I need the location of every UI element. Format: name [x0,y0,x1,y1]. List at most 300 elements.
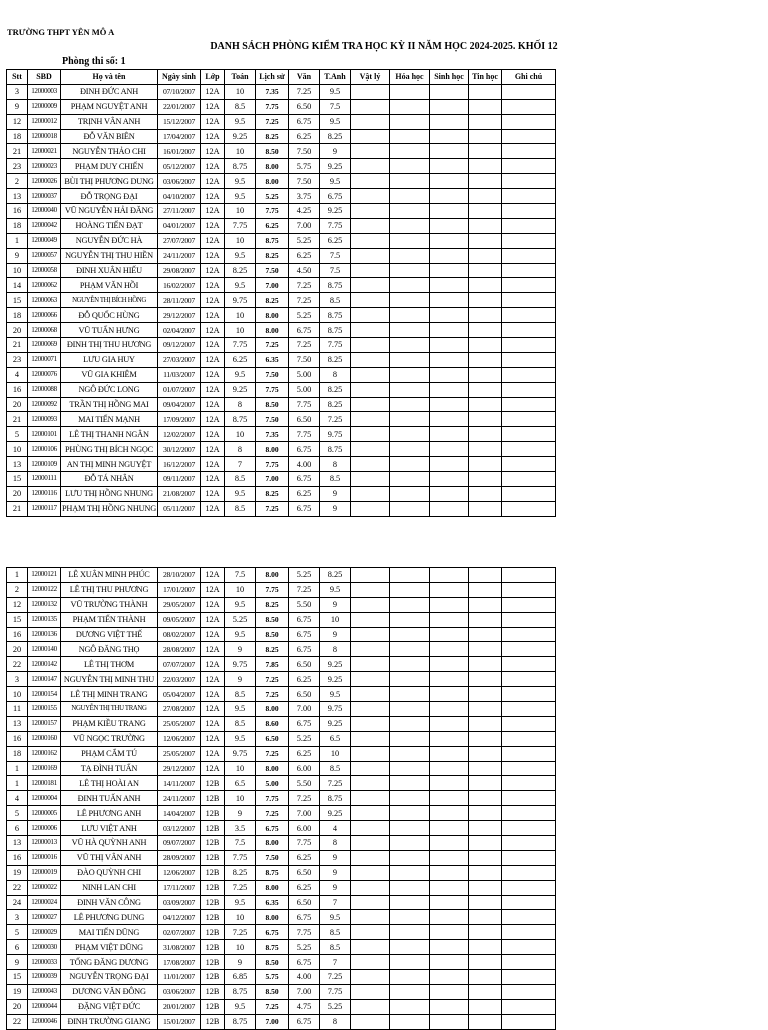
table-row [7,278,556,293]
cell-english: 6.25 [320,233,351,248]
cell-stt: 4 [7,791,28,806]
cell-name: BÙI THỊ PHƯƠNG DUNG [61,174,158,189]
cell-class: 12A [201,308,225,323]
table-row [7,761,556,776]
cell-dob: 03/09/2007 [158,895,201,910]
cell-english: 8.5 [320,472,351,487]
cell-biology [430,955,469,970]
cell-chemistry [390,597,430,612]
cell-class: 12B [201,776,225,791]
cell-class: 12A [201,84,225,99]
cell-class: 12A [201,144,225,159]
cell-stt: 15 [7,293,28,308]
cell-informatics [469,323,502,338]
cell-notes [502,457,556,472]
cell-class: 12A [201,627,225,642]
cell-informatics [469,144,502,159]
cell-history: 7.75 [256,791,289,806]
cell-notes [502,486,556,501]
cell-class: 12B [201,999,225,1014]
cell-sbd: 12000140 [28,642,61,657]
cell-literature: 6.75 [289,642,320,657]
cell-name: NGÔ ĐĂNG THỌ [61,642,158,657]
cell-english: 8.75 [320,278,351,293]
cell-biology [430,687,469,702]
cell-informatics [469,204,502,219]
cell-history: 5.25 [256,189,289,204]
cell-math: 8.25 [225,865,256,880]
cell-math: 9.5 [225,248,256,263]
cell-english: 9 [320,850,351,865]
cell-stt: 16 [7,204,28,219]
cell-class: 12A [201,582,225,597]
cell-biology [430,582,469,597]
cell-history: 7.50 [256,263,289,278]
cell-dob: 17/11/2007 [158,880,201,895]
exam-list-table-2 [6,567,556,1030]
cell-informatics [469,642,502,657]
cell-sbd: 12000111 [28,472,61,487]
cell-literature: 4.00 [289,457,320,472]
table-row [7,895,556,910]
cell-biology [430,248,469,263]
cell-english: 7 [320,895,351,910]
cell-name: TRẦN THỊ HỒNG MAI [61,397,158,412]
cell-chemistry [390,263,430,278]
cell-biology [430,174,469,189]
cell-physics [351,412,390,427]
cell-class: 12A [201,293,225,308]
cell-class: 12A [201,427,225,442]
cell-physics [351,367,390,382]
cell-math: 9.5 [225,999,256,1014]
cell-english: 9 [320,880,351,895]
cell-chemistry [390,806,430,821]
cell-class: 12B [201,850,225,865]
cell-dob: 27/11/2007 [158,204,201,219]
cell-physics [351,99,390,114]
col-header-sbd: SBD [28,70,61,85]
cell-history: 7.00 [256,472,289,487]
cell-sbd: 12000019 [28,865,61,880]
cell-english: 9.25 [320,716,351,731]
cell-literature: 6.75 [289,501,320,516]
cell-notes [502,746,556,761]
cell-english: 9.75 [320,702,351,717]
cell-literature: 6.75 [289,612,320,627]
cell-stt: 20 [7,486,28,501]
cell-literature: 7.25 [289,293,320,308]
cell-notes [502,687,556,702]
cell-notes [502,472,556,487]
cell-informatics [469,233,502,248]
cell-class: 12B [201,940,225,955]
cell-stt: 18 [7,129,28,144]
cell-english: 8.5 [320,293,351,308]
cell-name: PHÙNG THỊ BÍCH NGỌC [61,442,158,457]
cell-dob: 03/06/2007 [158,174,201,189]
cell-chemistry [390,114,430,129]
cell-math: 7.25 [225,925,256,940]
cell-biology [430,159,469,174]
cell-class: 12A [201,114,225,129]
cell-dob: 21/08/2007 [158,486,201,501]
col-header-stt: Stt [7,70,28,85]
cell-chemistry [390,174,430,189]
cell-math: 9.5 [225,278,256,293]
cell-literature: 4.00 [289,970,320,985]
cell-notes [502,642,556,657]
cell-stt: 1 [7,233,28,248]
cell-sbd: 12000121 [28,568,61,583]
cell-class: 12A [201,457,225,472]
cell-notes [502,925,556,940]
cell-stt: 5 [7,925,28,940]
cell-dob: 15/12/2007 [158,114,201,129]
cell-biology [430,129,469,144]
cell-literature: 5.25 [289,233,320,248]
school-name: TRƯỜNG THPT YÊN MÔ A [7,27,115,37]
cell-physics [351,129,390,144]
cell-literature: 5.75 [289,159,320,174]
cell-math: 7 [225,457,256,472]
cell-english: 9 [320,865,351,880]
document-title: DANH SÁCH PHÒNG KIỂM TRA HỌC KỲ II NĂM HỌC 2024-2025. KHỐI 12 [210,41,558,52]
cell-literature: 7.50 [289,144,320,159]
cell-biology [430,940,469,955]
cell-physics [351,702,390,717]
cell-notes [502,597,556,612]
cell-biology [430,352,469,367]
cell-informatics [469,338,502,353]
table-row [7,248,556,263]
cell-sbd: 12000162 [28,746,61,761]
cell-biology [430,657,469,672]
cell-dob: 28/09/2007 [158,850,201,865]
cell-sbd: 12000066 [28,308,61,323]
cell-history: 7.25 [256,746,289,761]
cell-biology [430,278,469,293]
cell-english: 10 [320,746,351,761]
cell-dob: 11/03/2007 [158,367,201,382]
cell-name: HOÀNG TIẾN ĐẠT [61,218,158,233]
cell-english: 9.5 [320,114,351,129]
cell-math: 8.5 [225,472,256,487]
cell-notes [502,910,556,925]
exam-list-table-1 [6,69,556,517]
cell-sbd: 12000076 [28,367,61,382]
cell-physics [351,895,390,910]
cell-english: 9.25 [320,159,351,174]
cell-english: 8.75 [320,791,351,806]
cell-class: 12B [201,880,225,895]
cell-informatics [469,687,502,702]
cell-history: 8.00 [256,308,289,323]
cell-biology [430,716,469,731]
table-row [7,189,556,204]
cell-class: 12A [201,129,225,144]
cell-stt: 16 [7,382,28,397]
cell-literature: 5.25 [289,731,320,746]
cell-name: PHẠM VIỆT DŨNG [61,940,158,955]
cell-class: 12B [201,865,225,880]
cell-informatics [469,1014,502,1029]
cell-dob: 24/11/2007 [158,791,201,806]
cell-chemistry [390,159,430,174]
cell-history: 7.75 [256,99,289,114]
cell-math: 9.5 [225,189,256,204]
cell-chemistry [390,612,430,627]
cell-english: 6.5 [320,731,351,746]
cell-notes [502,129,556,144]
cell-informatics [469,486,502,501]
cell-biology [430,836,469,851]
cell-informatics [469,761,502,776]
cell-informatics [469,382,502,397]
cell-literature: 6.50 [289,687,320,702]
cell-dob: 07/10/2007 [158,84,201,99]
cell-name: VŨ THỊ VÂN ANH [61,850,158,865]
cell-biology [430,627,469,642]
cell-literature: 5.00 [289,367,320,382]
cell-dob: 02/07/2007 [158,925,201,940]
cell-notes [502,218,556,233]
cell-literature: 6.25 [289,248,320,263]
cell-chemistry [390,716,430,731]
cell-sbd: 12000058 [28,263,61,278]
table-row [7,716,556,731]
cell-biology [430,895,469,910]
cell-notes [502,263,556,278]
cell-history: 7.35 [256,84,289,99]
cell-physics [351,776,390,791]
cell-informatics [469,597,502,612]
cell-informatics [469,278,502,293]
cell-literature: 7.50 [289,174,320,189]
cell-informatics [469,955,502,970]
cell-notes [502,248,556,263]
cell-name: PHẠM VĂN HỒI [61,278,158,293]
cell-notes [502,442,556,457]
cell-history: 8.00 [256,702,289,717]
col-header-literature: Văn [289,70,320,85]
table-row [7,263,556,278]
cell-math: 9.25 [225,382,256,397]
cell-math: 7.5 [225,836,256,851]
cell-biology [430,99,469,114]
cell-literature: 6.75 [289,716,320,731]
table-row [7,791,556,806]
cell-informatics [469,174,502,189]
cell-dob: 05/04/2007 [158,687,201,702]
cell-notes [502,144,556,159]
cell-notes [502,582,556,597]
cell-name: LÊ THỊ HOÀI AN [61,776,158,791]
cell-class: 12B [201,791,225,806]
cell-chemistry [390,397,430,412]
table-row [7,486,556,501]
cell-sbd: 12000157 [28,716,61,731]
cell-physics [351,642,390,657]
cell-sbd: 12000071 [28,352,61,367]
cell-history: 8.00 [256,159,289,174]
cell-physics [351,850,390,865]
cell-sbd: 12000037 [28,189,61,204]
cell-literature: 6.50 [289,657,320,672]
cell-dob: 27/07/2007 [158,233,201,248]
cell-chemistry [390,672,430,687]
cell-sbd: 12000006 [28,821,61,836]
cell-biology [430,597,469,612]
cell-name: NGUYỄN THẢO CHI [61,144,158,159]
cell-physics [351,278,390,293]
cell-history: 6.50 [256,731,289,746]
cell-dob: 29/08/2007 [158,263,201,278]
cell-math: 6.25 [225,352,256,367]
cell-dob: 20/01/2007 [158,999,201,1014]
cell-name: DƯƠNG VIỆT THẾ [61,627,158,642]
cell-class: 12A [201,352,225,367]
cell-biology [430,472,469,487]
cell-history: 7.75 [256,204,289,219]
cell-biology [430,761,469,776]
table-row [7,1014,556,1029]
cell-chemistry [390,657,430,672]
table-row [7,457,556,472]
cell-class: 12B [201,925,225,940]
cell-biology [430,263,469,278]
cell-notes [502,657,556,672]
cell-chemistry [390,367,430,382]
cell-chemistry [390,627,430,642]
cell-physics [351,1014,390,1029]
cell-notes [502,716,556,731]
cell-physics [351,189,390,204]
table-row [7,412,556,427]
cell-informatics [469,568,502,583]
cell-math: 8.5 [225,687,256,702]
cell-name: TỐNG ĐĂNG DƯƠNG [61,955,158,970]
cell-notes [502,204,556,219]
cell-informatics [469,791,502,806]
cell-math: 7.75 [225,850,256,865]
cell-sbd: 12000109 [28,457,61,472]
cell-literature: 5.50 [289,597,320,612]
cell-chemistry [390,895,430,910]
cell-literature: 7.25 [289,84,320,99]
cell-notes [502,293,556,308]
cell-chemistry [390,501,430,516]
cell-chemistry [390,442,430,457]
cell-biology [430,323,469,338]
cell-physics [351,323,390,338]
cell-stt: 18 [7,308,28,323]
cell-chemistry [390,129,430,144]
cell-class: 12B [201,1014,225,1029]
cell-informatics [469,746,502,761]
cell-physics [351,568,390,583]
cell-literature: 7.25 [289,582,320,597]
cell-history: 7.50 [256,850,289,865]
cell-sbd: 12000116 [28,486,61,501]
cell-physics [351,821,390,836]
cell-math: 6.85 [225,970,256,985]
cell-dob: 16/02/2007 [158,278,201,293]
cell-stt: 5 [7,806,28,821]
cell-biology [430,397,469,412]
cell-class: 12B [201,895,225,910]
cell-math: 7.75 [225,338,256,353]
cell-sbd: 12000013 [28,836,61,851]
cell-biology [430,821,469,836]
cell-history: 8.60 [256,716,289,731]
cell-biology [430,486,469,501]
cell-physics [351,382,390,397]
cell-class: 12A [201,323,225,338]
cell-english: 9 [320,144,351,159]
cell-history: 6.25 [256,218,289,233]
cell-dob: 12/06/2007 [158,865,201,880]
cell-english: 7.75 [320,984,351,999]
cell-physics [351,159,390,174]
cell-biology [430,970,469,985]
cell-stt: 20 [7,323,28,338]
table-row [7,970,556,985]
cell-history: 8.25 [256,129,289,144]
cell-name: VŨ TRƯỜNG THÀNH [61,597,158,612]
cell-informatics [469,880,502,895]
cell-math: 9.25 [225,129,256,144]
cell-physics [351,263,390,278]
cell-biology [430,746,469,761]
cell-biology [430,501,469,516]
cell-informatics [469,672,502,687]
cell-chemistry [390,642,430,657]
cell-math: 10 [225,308,256,323]
table-row [7,806,556,821]
cell-math: 8.75 [225,412,256,427]
cell-sbd: 12000088 [28,382,61,397]
cell-name: VŨ HÀ QUỲNH ANH [61,836,158,851]
cell-literature: 6.25 [289,129,320,144]
cell-physics [351,308,390,323]
cell-stt: 6 [7,821,28,836]
cell-math: 8.25 [225,263,256,278]
cell-math: 10 [225,582,256,597]
cell-math: 9.75 [225,746,256,761]
cell-class: 12A [201,568,225,583]
cell-name: ĐINH TRƯỜNG GIANG [61,1014,158,1029]
cell-history: 7.25 [256,501,289,516]
cell-math: 8 [225,442,256,457]
exam-room-label: Phòng thi số: 1 [62,56,126,67]
cell-literature: 4.50 [289,263,320,278]
cell-sbd: 12000117 [28,501,61,516]
cell-stt: 22 [7,880,28,895]
cell-name: TẠ ĐÌNH TUẤN [61,761,158,776]
cell-class: 12B [201,821,225,836]
table-row [7,880,556,895]
cell-history: 8.75 [256,940,289,955]
cell-physics [351,865,390,880]
cell-notes [502,308,556,323]
cell-history: 7.75 [256,457,289,472]
cell-notes [502,1014,556,1029]
cell-history: 8.50 [256,984,289,999]
cell-english: 7.75 [320,218,351,233]
cell-name: LÊ THỊ THANH NGÂN [61,427,158,442]
table-row [7,940,556,955]
